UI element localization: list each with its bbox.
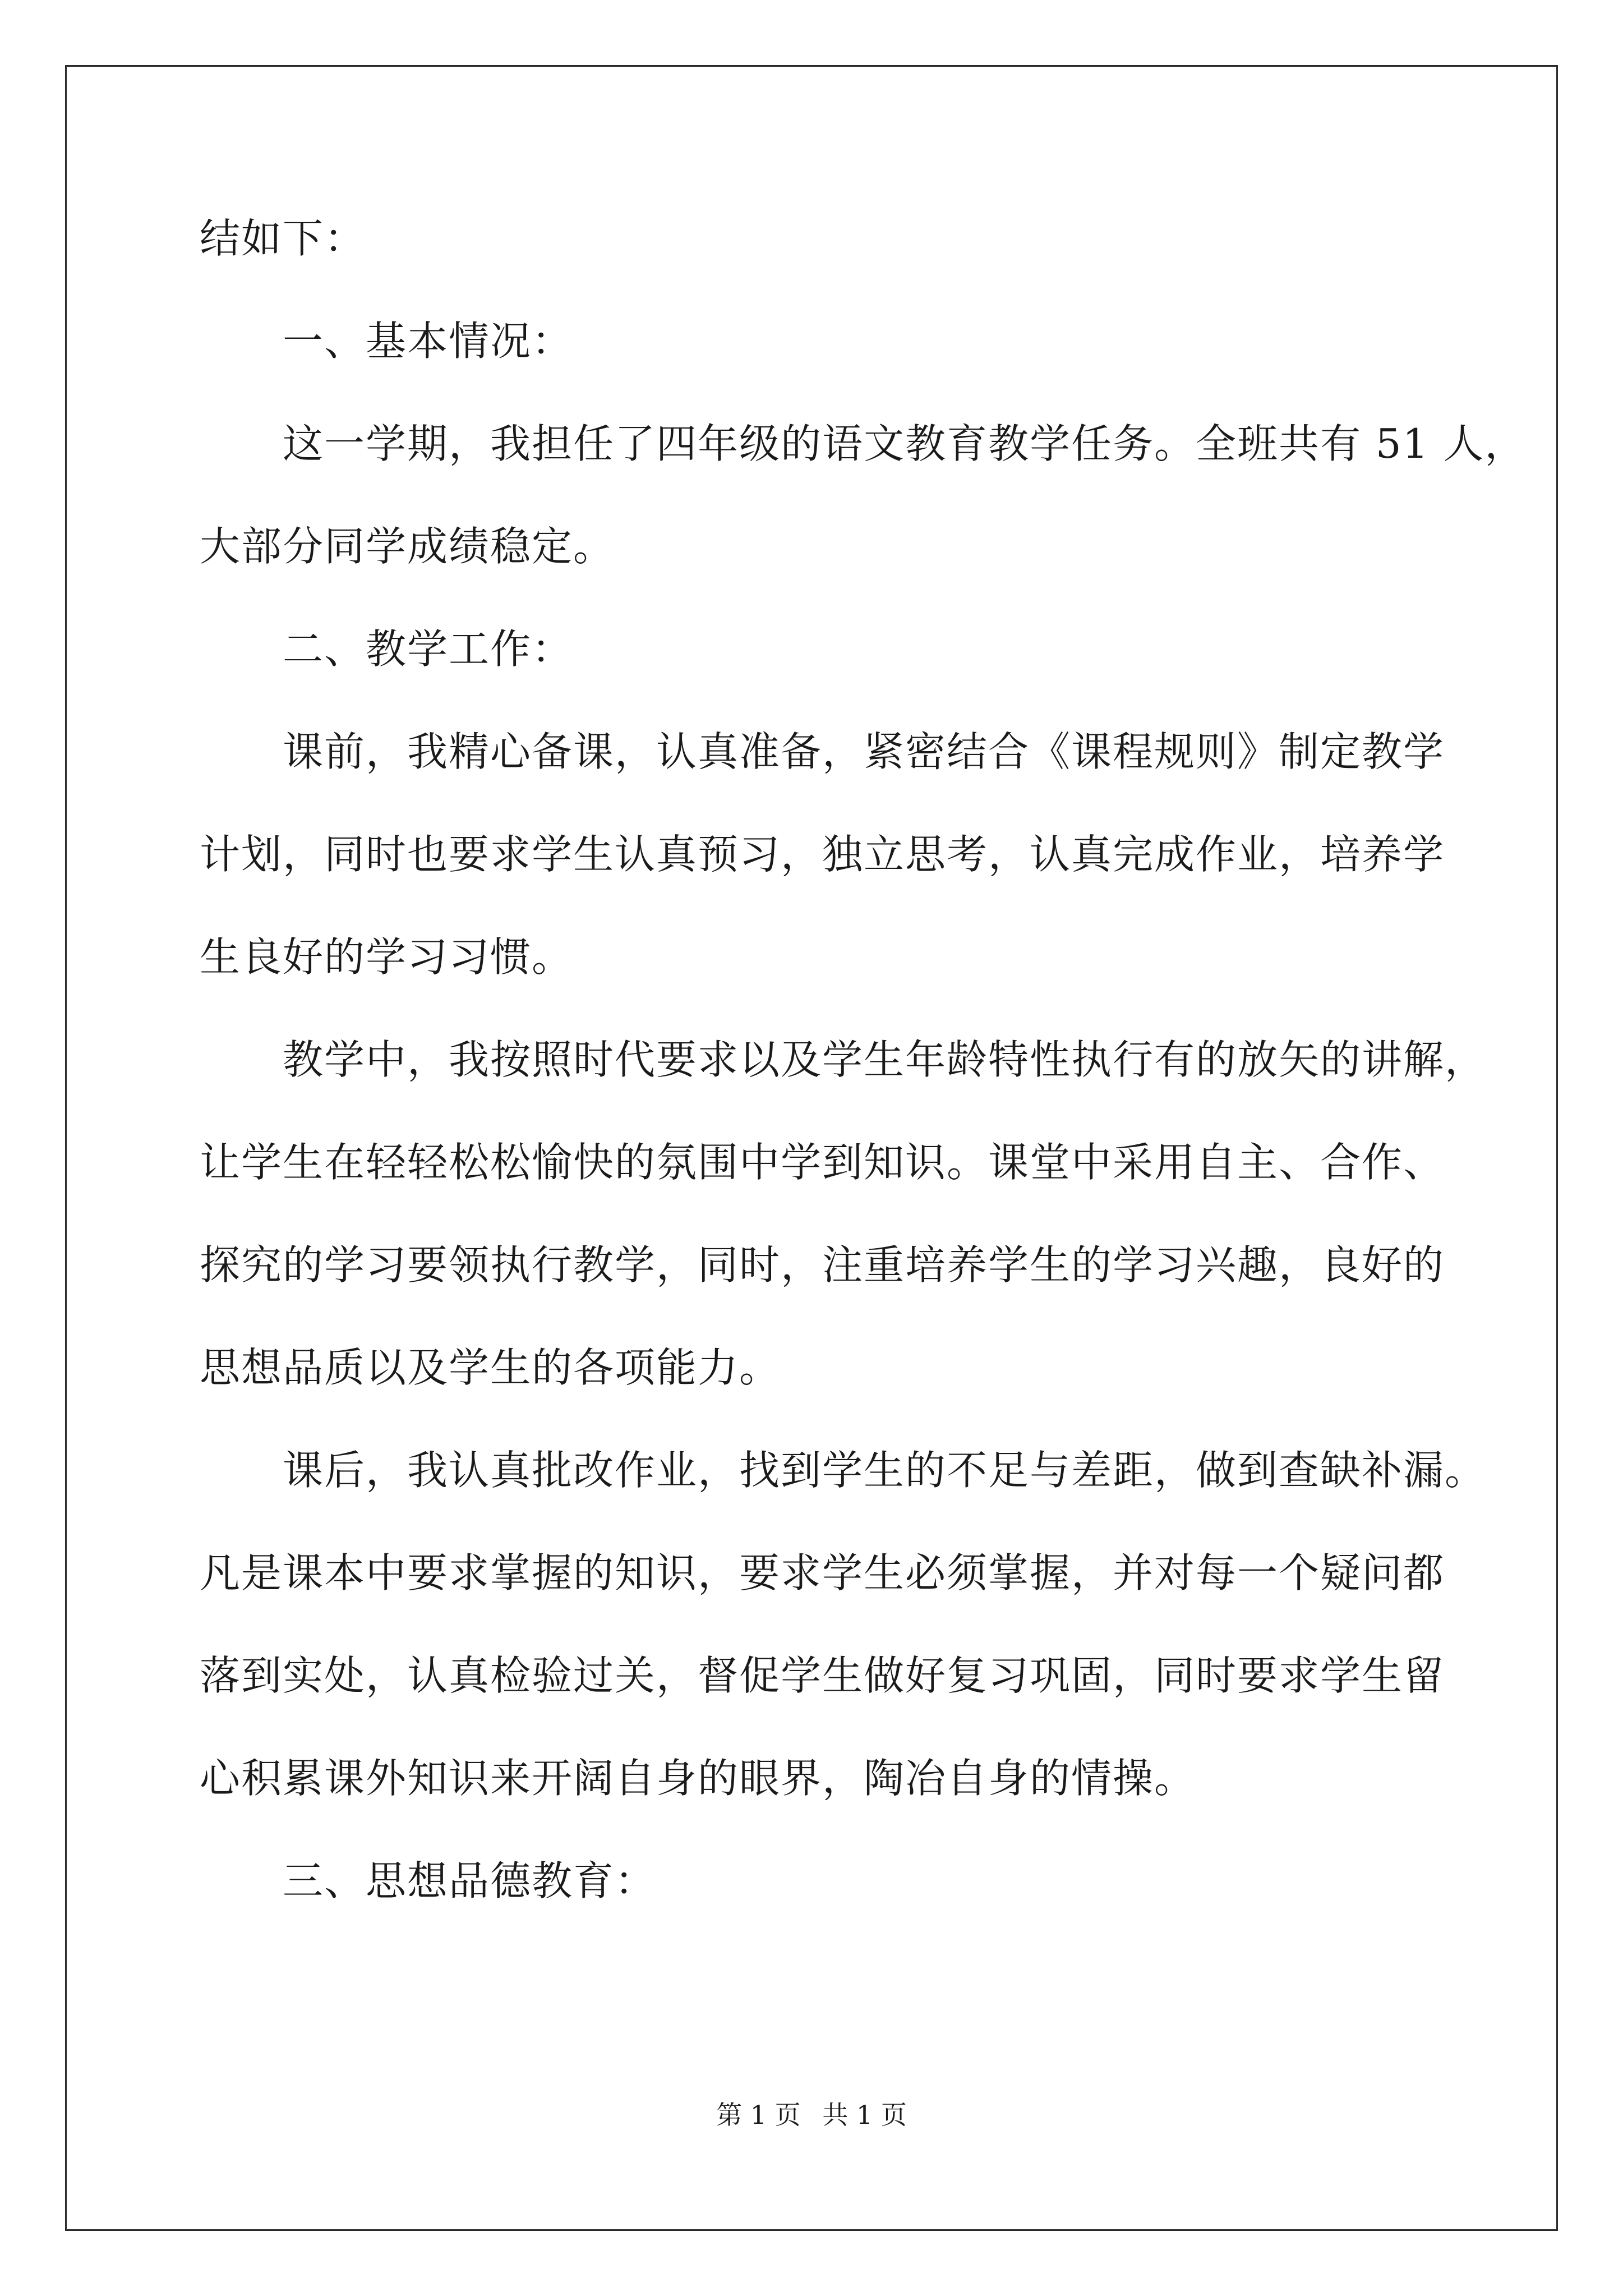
section-heading: 三、思想品德教育：: [200, 1857, 657, 1904]
text-line: 大部分同学成绩稳定。: [200, 523, 615, 570]
text-line: 课后，我认真批改作业，找到学生的不足与差距，做到查缺补漏。: [200, 1447, 1487, 1494]
section-heading: 一、基本情况：: [200, 318, 574, 365]
page-footer: [0, 2098, 1623, 2132]
page-number: 第 1 页: [716, 2100, 801, 2130]
text-line: 心积累课外知识来开阔自身的眼界，陶冶自身的情操。: [200, 1755, 1196, 1802]
text-line: 计划，同时也要求学生认真预习，独立思考，认真完成作业，培养学: [200, 831, 1445, 878]
text-line: 探究的学习要领执行教学，同时，注重培养学生的学习兴趣，良好的: [200, 1241, 1445, 1289]
text-line: 课前，我精心备课，认真准备，紧密结合《课程规则》制定教学: [200, 728, 1445, 775]
text-line: 让学生在轻轻松松愉快的氛围中学到知识。课堂中采用自主、合作、: [200, 1139, 1445, 1186]
text-line: 思想品质以及学生的各项能力。: [200, 1344, 781, 1391]
page-total: 共 1 页: [822, 2100, 907, 2130]
text-line: 凡是课本中要求掌握的知识，要求学生必须掌握，并对每一个疑问都: [200, 1549, 1445, 1596]
text-line: 生良好的学习习惯。: [200, 933, 574, 981]
text-line: 教学中，我按照时代要求以及学生年龄特性执行有的放矢的讲解，: [200, 1036, 1487, 1083]
text-line: 落到实处，认真检验过关，督促学生做好复习巩固，同时要求学生留: [200, 1652, 1445, 1699]
text-line: 这一学期，我担任了四年级的语文教育教学任务。全班共有 51 人，: [200, 420, 1527, 467]
text-line: 结如下：: [200, 215, 366, 262]
section-heading: 二、教学工作：: [200, 625, 574, 673]
